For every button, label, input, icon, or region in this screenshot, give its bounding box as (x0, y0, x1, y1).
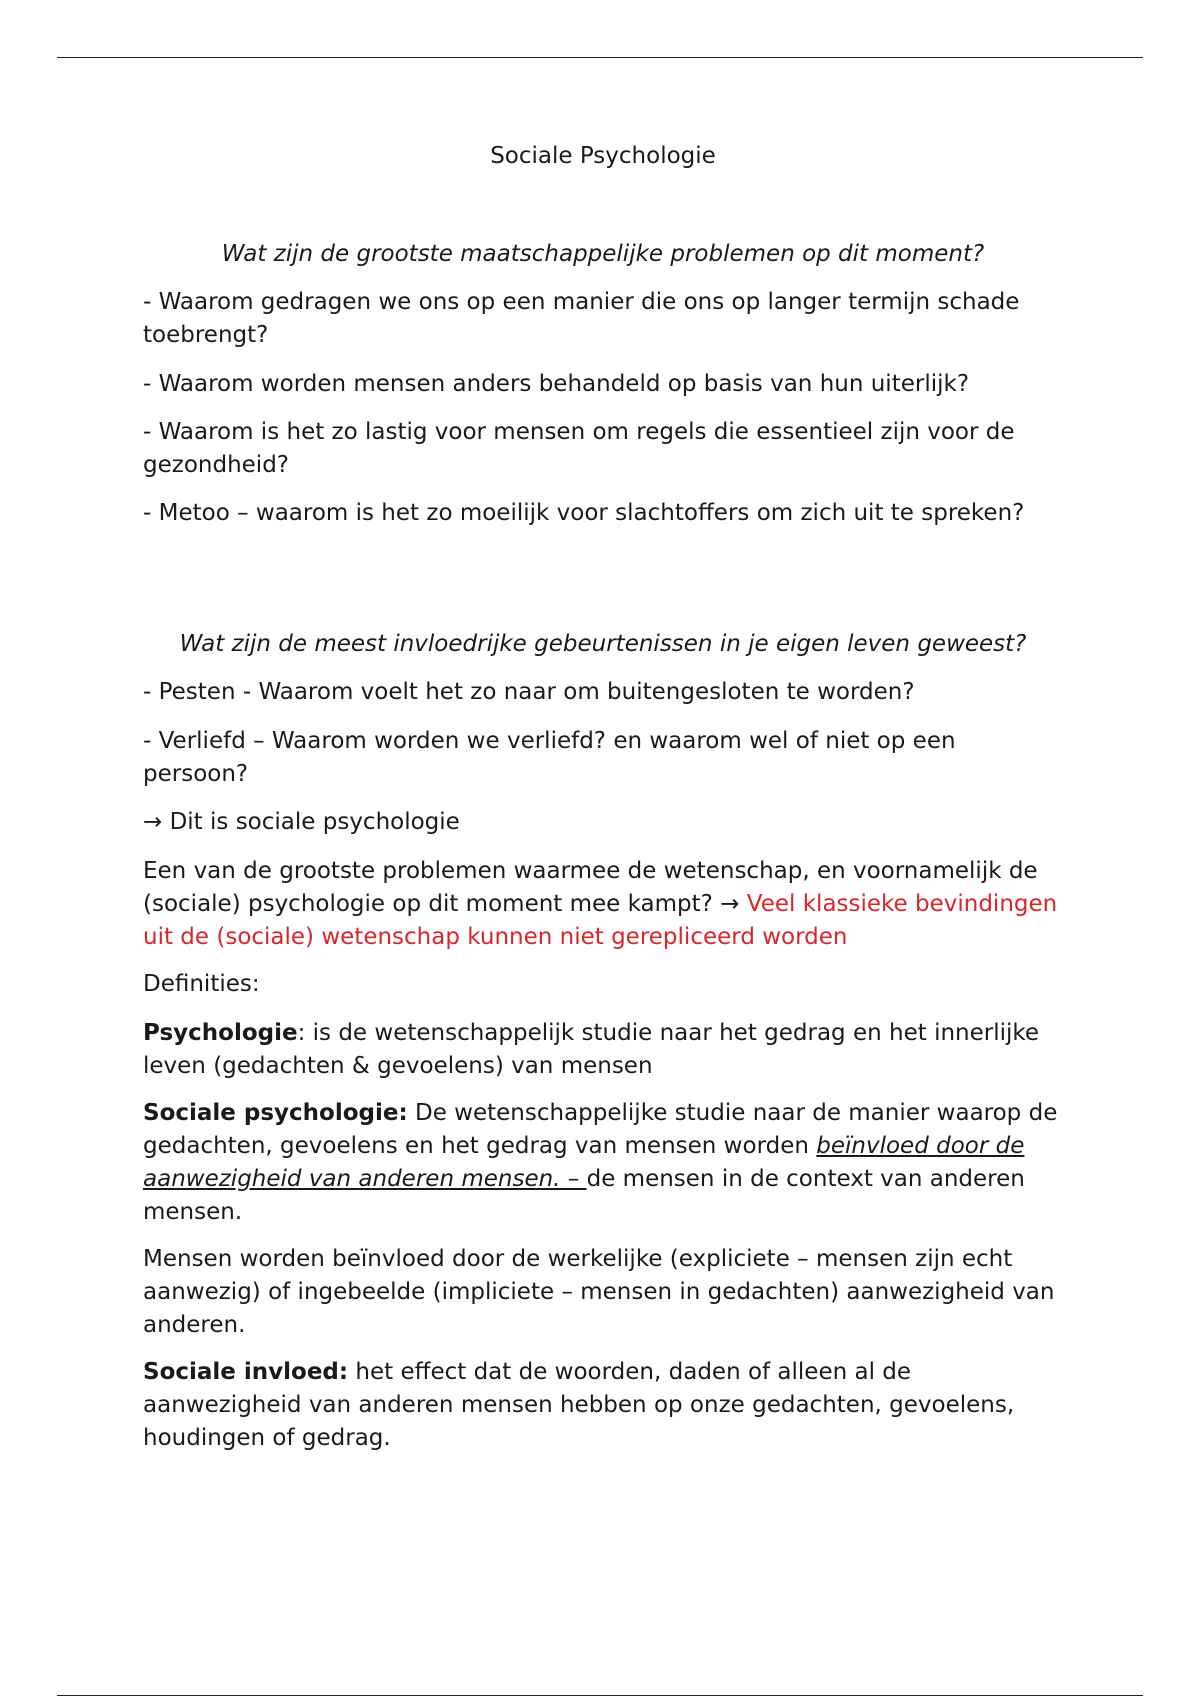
definition-sociale-invloed (143, 1356, 1063, 1455)
list-item: - Waarom gedragen we ons op een manier die ons op langer termijn schade toebrengt? (143, 289, 1020, 348)
influence-paragraph: Mensen worden beïnvloed door de werkelijke (expliciete – mensen zijn echt aanwezig) of ingebeelde (impliciete – mensen in gedachten) aanwezigheid van anderen. (143, 1246, 1055, 1338)
problem-paragraph (143, 855, 1063, 954)
list-item: - Pesten - Waarom voelt het zo naar om buitengesloten te worden? (143, 679, 915, 705)
question-heading-1: Wat zijn de grootste maatschappelijke problemen op dit moment? (221, 241, 985, 267)
definition-sociale-psychologie (143, 1097, 1063, 1229)
definitions-label: Definities: (143, 971, 260, 997)
definition-term: Sociale invloed: (143, 1359, 349, 1385)
definition-term: Sociale psychologie: (143, 1100, 408, 1126)
list-item: - Waarom worden mensen anders behandeld op basis van hun uiterlijk? (143, 371, 970, 397)
definition-underlined: beïnvloed door de aanwezigheid van anderen mensen. – (143, 1133, 1025, 1192)
definition-term: Psychologie (143, 1020, 298, 1046)
bottom-divider (57, 1695, 1143, 1696)
question-heading-2: Wat zijn de meest invloedrijke gebeurtenissen in je eigen leven geweest? (179, 631, 1027, 657)
definition-psychologie (143, 1017, 1063, 1083)
definition-rest: de mensen in de context van anderen mensen. (143, 1166, 1025, 1225)
problem-text: Een van de grootste problemen waarmee de wetenschap, en voornamelijk de (sociale) psychologie op dit moment mee kampt? → (143, 858, 1038, 917)
conclusion-line: → Dit is sociale psychologie (143, 809, 460, 835)
list-item: - Metoo – waarom is het zo moeilijk voor slachtoffers om zich uit te spreken? (143, 500, 1025, 526)
list-item: - Waarom is het zo lastig voor mensen om regels die essentieel zijn voor de gezondheid? (143, 419, 1015, 478)
definition-text: het effect dat de woorden, daden of alleen al de aanwezigheid van anderen mensen hebben op onze gedachten, gevoelens, houdingen of gedrag. (143, 1359, 1015, 1451)
top-divider (57, 57, 1143, 58)
list-item: - Verliefd – Waarom worden we verliefd? en waarom wel of niet op een persoon? (143, 728, 956, 787)
definition-text: De wetenschappelijke studie naar de manier waarop de gedachten, gevoelens en het gedrag van mensen worden (143, 1100, 1058, 1159)
problem-highlight: Veel klassieke bevindingen uit de (sociale) wetenschap kunnen niet gerepliceerd worden (143, 891, 1058, 950)
definition-text: : is de wetenschappelijk studie naar het gedrag en het innerlijke leven (gedachten & gevoelens) van mensen (143, 1020, 1040, 1079)
document-title: Sociale Psychologie (490, 143, 716, 169)
